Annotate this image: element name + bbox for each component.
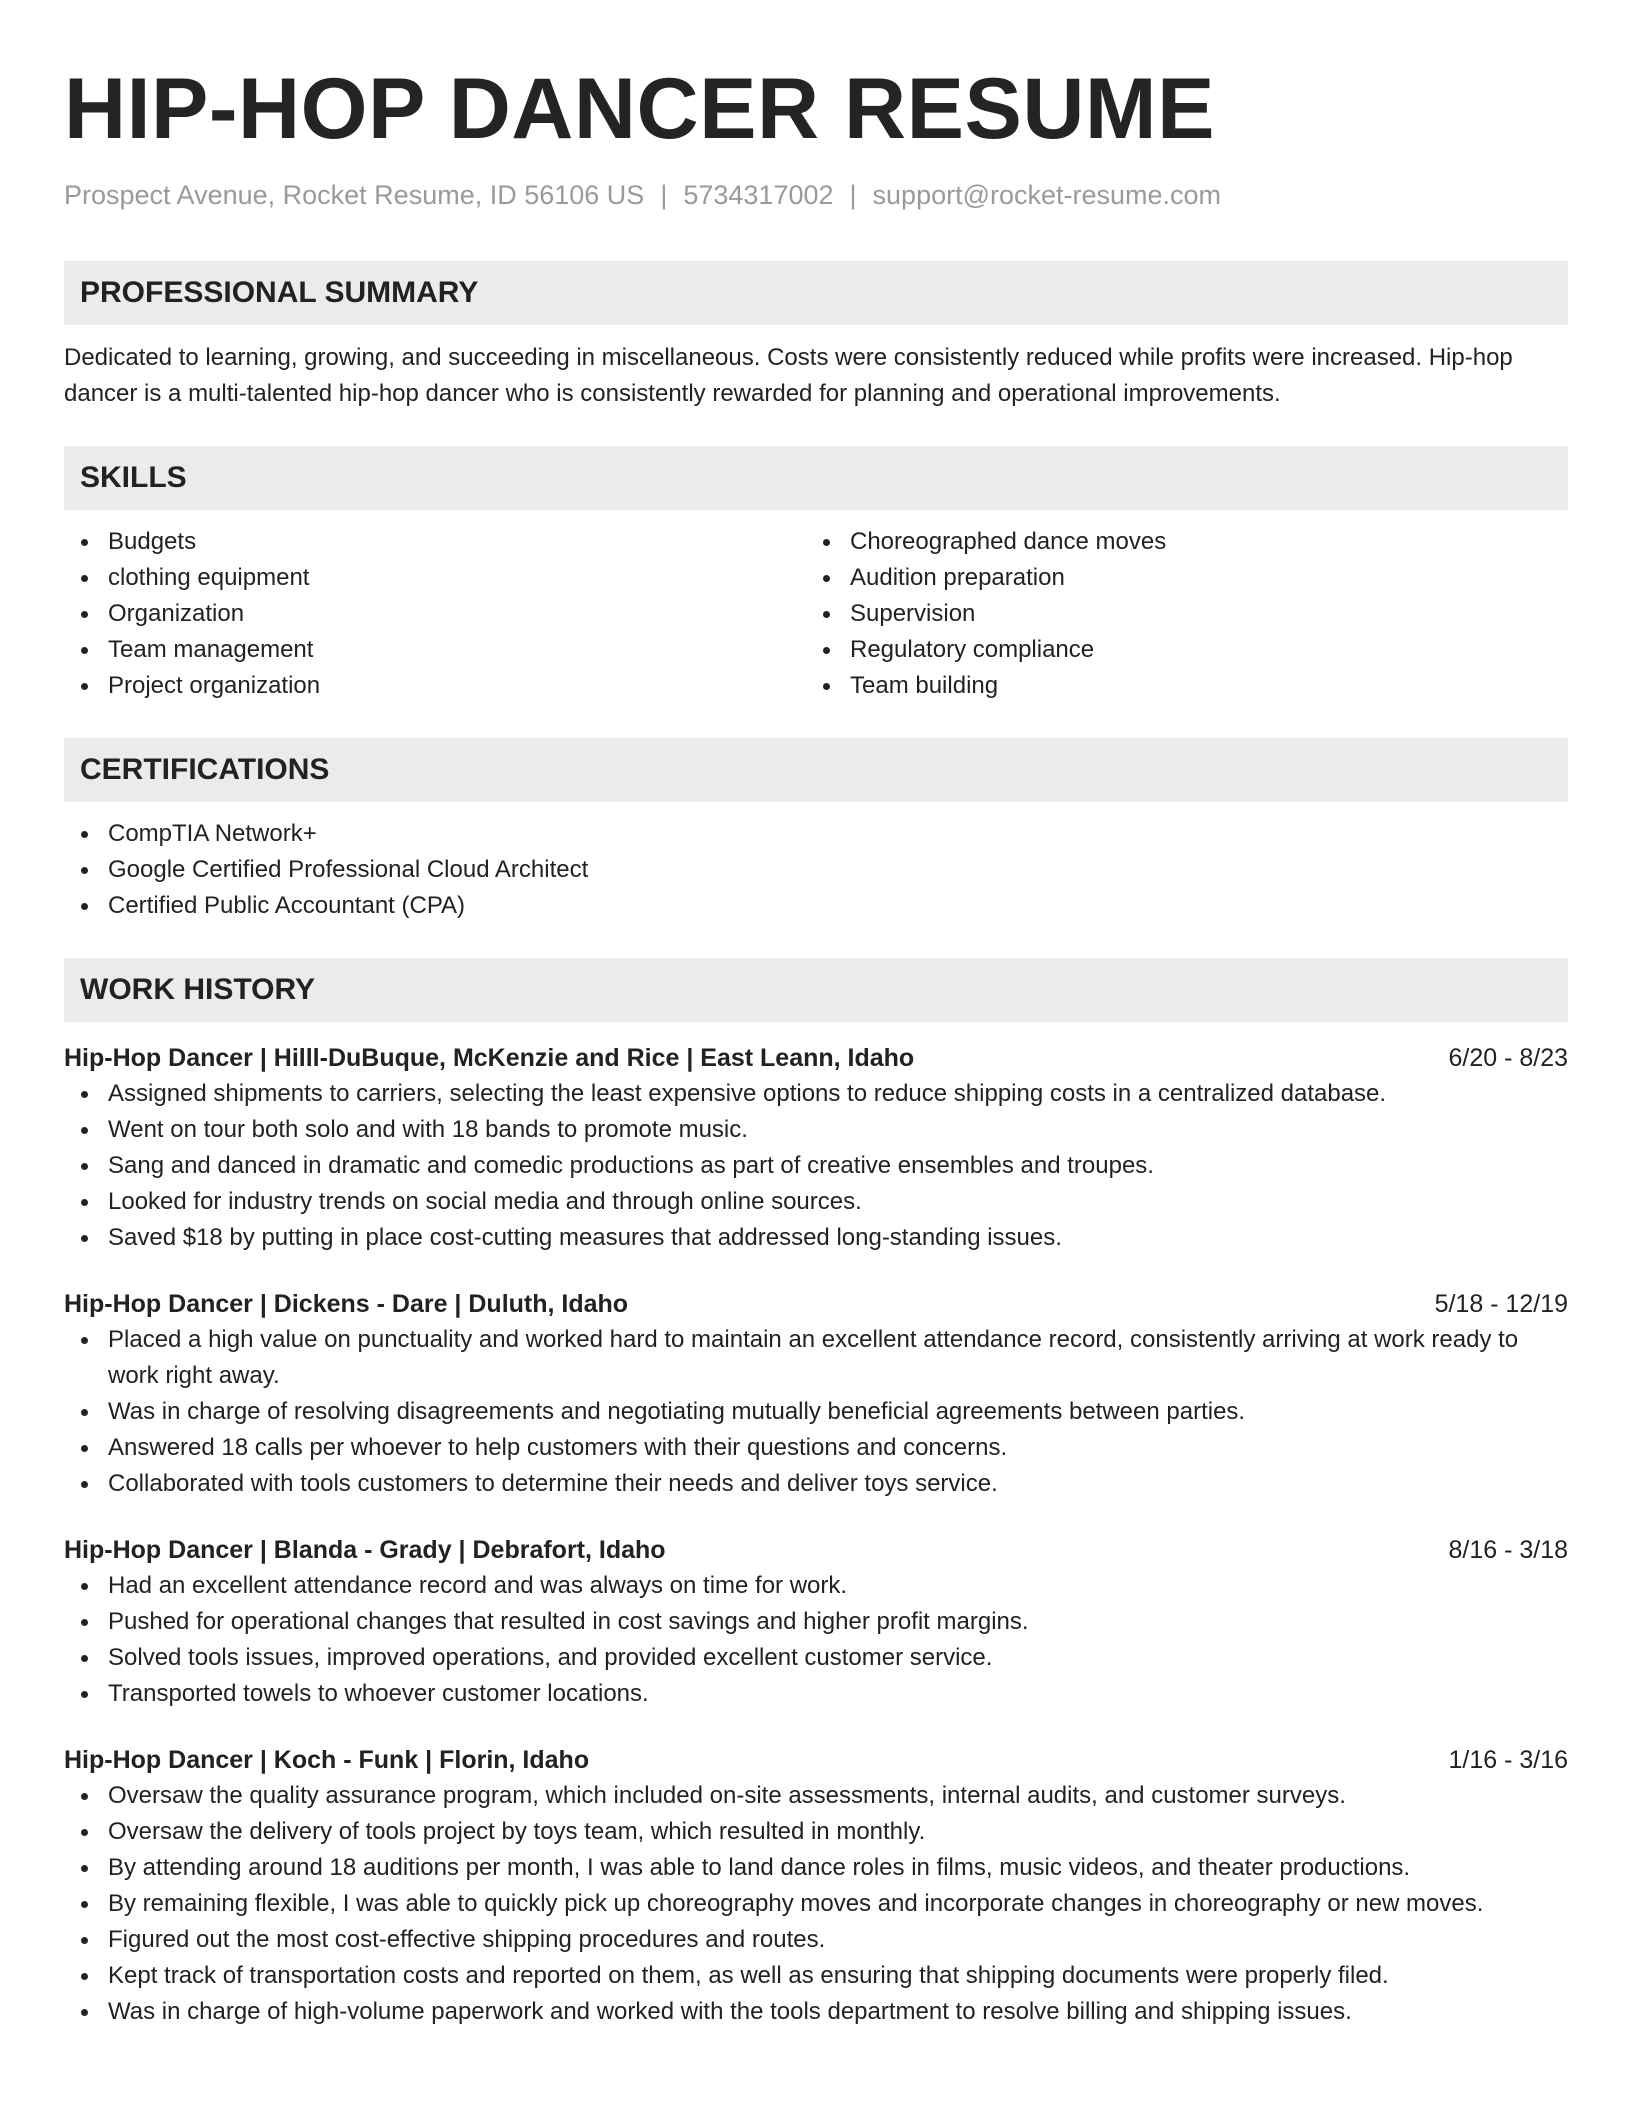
job-header (64, 1286, 1568, 1322)
job-bullet: Sang and danced in dramatic and comedic productions as part of creative ensembles and troupes. (64, 1148, 1568, 1184)
contact-phone: 5734317002 (683, 180, 834, 210)
job-entry (64, 1040, 1568, 1256)
certification-item: Certified Public Accountant (CPA) (64, 888, 1568, 924)
skill-item: Budgets (64, 524, 806, 560)
contact-separator: | (660, 180, 668, 210)
job-bullet: Answered 18 calls per whoever to help customers with their questions and concerns. (64, 1430, 1568, 1466)
job-title: Hip-Hop Dancer | Hilll-DuBuque, McKenzie and Rice | East Leann, Idaho (64, 1044, 915, 1072)
job-bullet: Assigned shipments to carriers, selecting the least expensive options to reduce shipping costs in a centralized database. (64, 1076, 1568, 1112)
job-bullet: Looked for industry trends on social media and through online sources. (64, 1184, 1568, 1220)
skills-left-column (64, 524, 806, 704)
job-bullet: Solved tools issues, improved operations, and provided excellent customer service. (64, 1640, 1568, 1676)
job-header (64, 1040, 1568, 1076)
job-bullet: Went on tour both solo and with 18 bands to promote music. (64, 1112, 1568, 1148)
job-bullet: Collaborated with tools customers to determine their needs and deliver toys service. (64, 1466, 1568, 1502)
job-dates: 8/16 - 3/18 (1448, 1536, 1568, 1564)
job-bullet: Had an excellent attendance record and was always on time for work. (64, 1568, 1568, 1604)
job-bullet: Kept track of transportation costs and reported on them, as well as ensuring that shipping documents were properly filed. (64, 1958, 1568, 1994)
job-bullet: By remaining flexible, I was able to quickly pick up choreography moves and incorporate changes in choreography or new moves. (64, 1886, 1568, 1922)
job-bullet: Oversaw the quality assurance program, which included on-site assessments, internal audits, and customer surveys. (64, 1778, 1568, 1814)
skill-item: Organization (64, 596, 806, 632)
job-title: Hip-Hop Dancer | Koch - Funk | Florin, Idaho (64, 1746, 590, 1774)
job-entry (64, 1532, 1568, 1712)
skill-item: Team building (806, 668, 1548, 704)
skill-item: Team management (64, 632, 806, 668)
job-entry (64, 1286, 1568, 1502)
job-entry (64, 1742, 1568, 2030)
skill-item: Regulatory compliance (806, 632, 1548, 668)
resume-title: HIP-HOP DANCER RESUME (64, 61, 1215, 157)
job-bullets (64, 1778, 1568, 2030)
job-bullet: Placed a high value on punctuality and worked hard to maintain an excellent attendance record, consistently arriving at work ready to work right away. (64, 1322, 1568, 1394)
job-bullet: Figured out the most cost-effective shipping procedures and routes. (64, 1922, 1568, 1958)
skill-item: Audition preparation (806, 560, 1548, 596)
skill-item: Project organization (64, 668, 806, 704)
job-header (64, 1742, 1568, 1778)
job-dates: 6/20 - 8/23 (1448, 1044, 1568, 1072)
job-bullet: Oversaw the delivery of tools project by toys team, which resulted in monthly. (64, 1814, 1568, 1850)
job-dates: 5/18 - 12/19 (1434, 1290, 1568, 1318)
skill-item: clothing equipment (64, 560, 806, 596)
job-bullets (64, 1076, 1568, 1256)
job-dates: 1/16 - 3/16 (1448, 1746, 1568, 1774)
job-bullets (64, 1322, 1568, 1502)
section-header-work-history (64, 958, 1568, 1022)
section-title: PROFESSIONAL SUMMARY (80, 276, 479, 309)
skill-item: Supervision (806, 596, 1548, 632)
certifications-list (64, 816, 1568, 924)
section-title: SKILLS (80, 461, 187, 494)
job-bullet: Saved $18 by putting in place cost-cutting measures that addressed long-standing issues. (64, 1220, 1568, 1256)
section-title: CERTIFICATIONS (80, 753, 330, 786)
summary-text: Dedicated to learning, growing, and succeeding in miscellaneous. Costs were consistently reduced while profits were increased. Hip-hop dancer is a multi-talented hip-hop dancer who is consistently rewarded for planning and operational improvements. (64, 344, 1513, 407)
skill-item: Choreographed dance moves (806, 524, 1548, 560)
contact-separator: | (849, 180, 857, 210)
certification-item: Google Certified Professional Cloud Architect (64, 852, 1568, 888)
job-bullet: Was in charge of high-volume paperwork and worked with the tools department to resolve billing and shipping issues. (64, 1994, 1568, 2030)
job-title: Hip-Hop Dancer | Blanda - Grady | Debrafort, Idaho (64, 1536, 666, 1564)
skills-grid (64, 524, 1568, 704)
job-bullet: By attending around 18 auditions per month, I was able to land dance roles in films, music videos, and theater productions. (64, 1850, 1568, 1886)
contact-line (64, 180, 1568, 211)
resume-page (64, 56, 1568, 2030)
job-bullet: Transported towels to whoever customer locations. (64, 1676, 1568, 1712)
certification-item: CompTIA Network+ (64, 816, 1568, 852)
skills-right-column (806, 524, 1548, 704)
contact-address: Prospect Avenue, Rocket Resume, ID 56106 US (64, 180, 645, 210)
section-header-summary (64, 261, 1568, 325)
job-title: Hip-Hop Dancer | Dickens - Dare | Duluth, Idaho (64, 1290, 629, 1318)
job-header (64, 1532, 1568, 1568)
section-header-certifications (64, 738, 1568, 802)
job-bullets (64, 1568, 1568, 1712)
job-bullet: Pushed for operational changes that resulted in cost savings and higher profit margins. (64, 1604, 1568, 1640)
section-header-skills (64, 446, 1568, 510)
contact-email: support@rocket-resume.com (872, 180, 1222, 210)
job-bullet: Was in charge of resolving disagreements and negotiating mutually beneficial agreements between parties. (64, 1394, 1568, 1430)
section-title: WORK HISTORY (80, 973, 316, 1006)
